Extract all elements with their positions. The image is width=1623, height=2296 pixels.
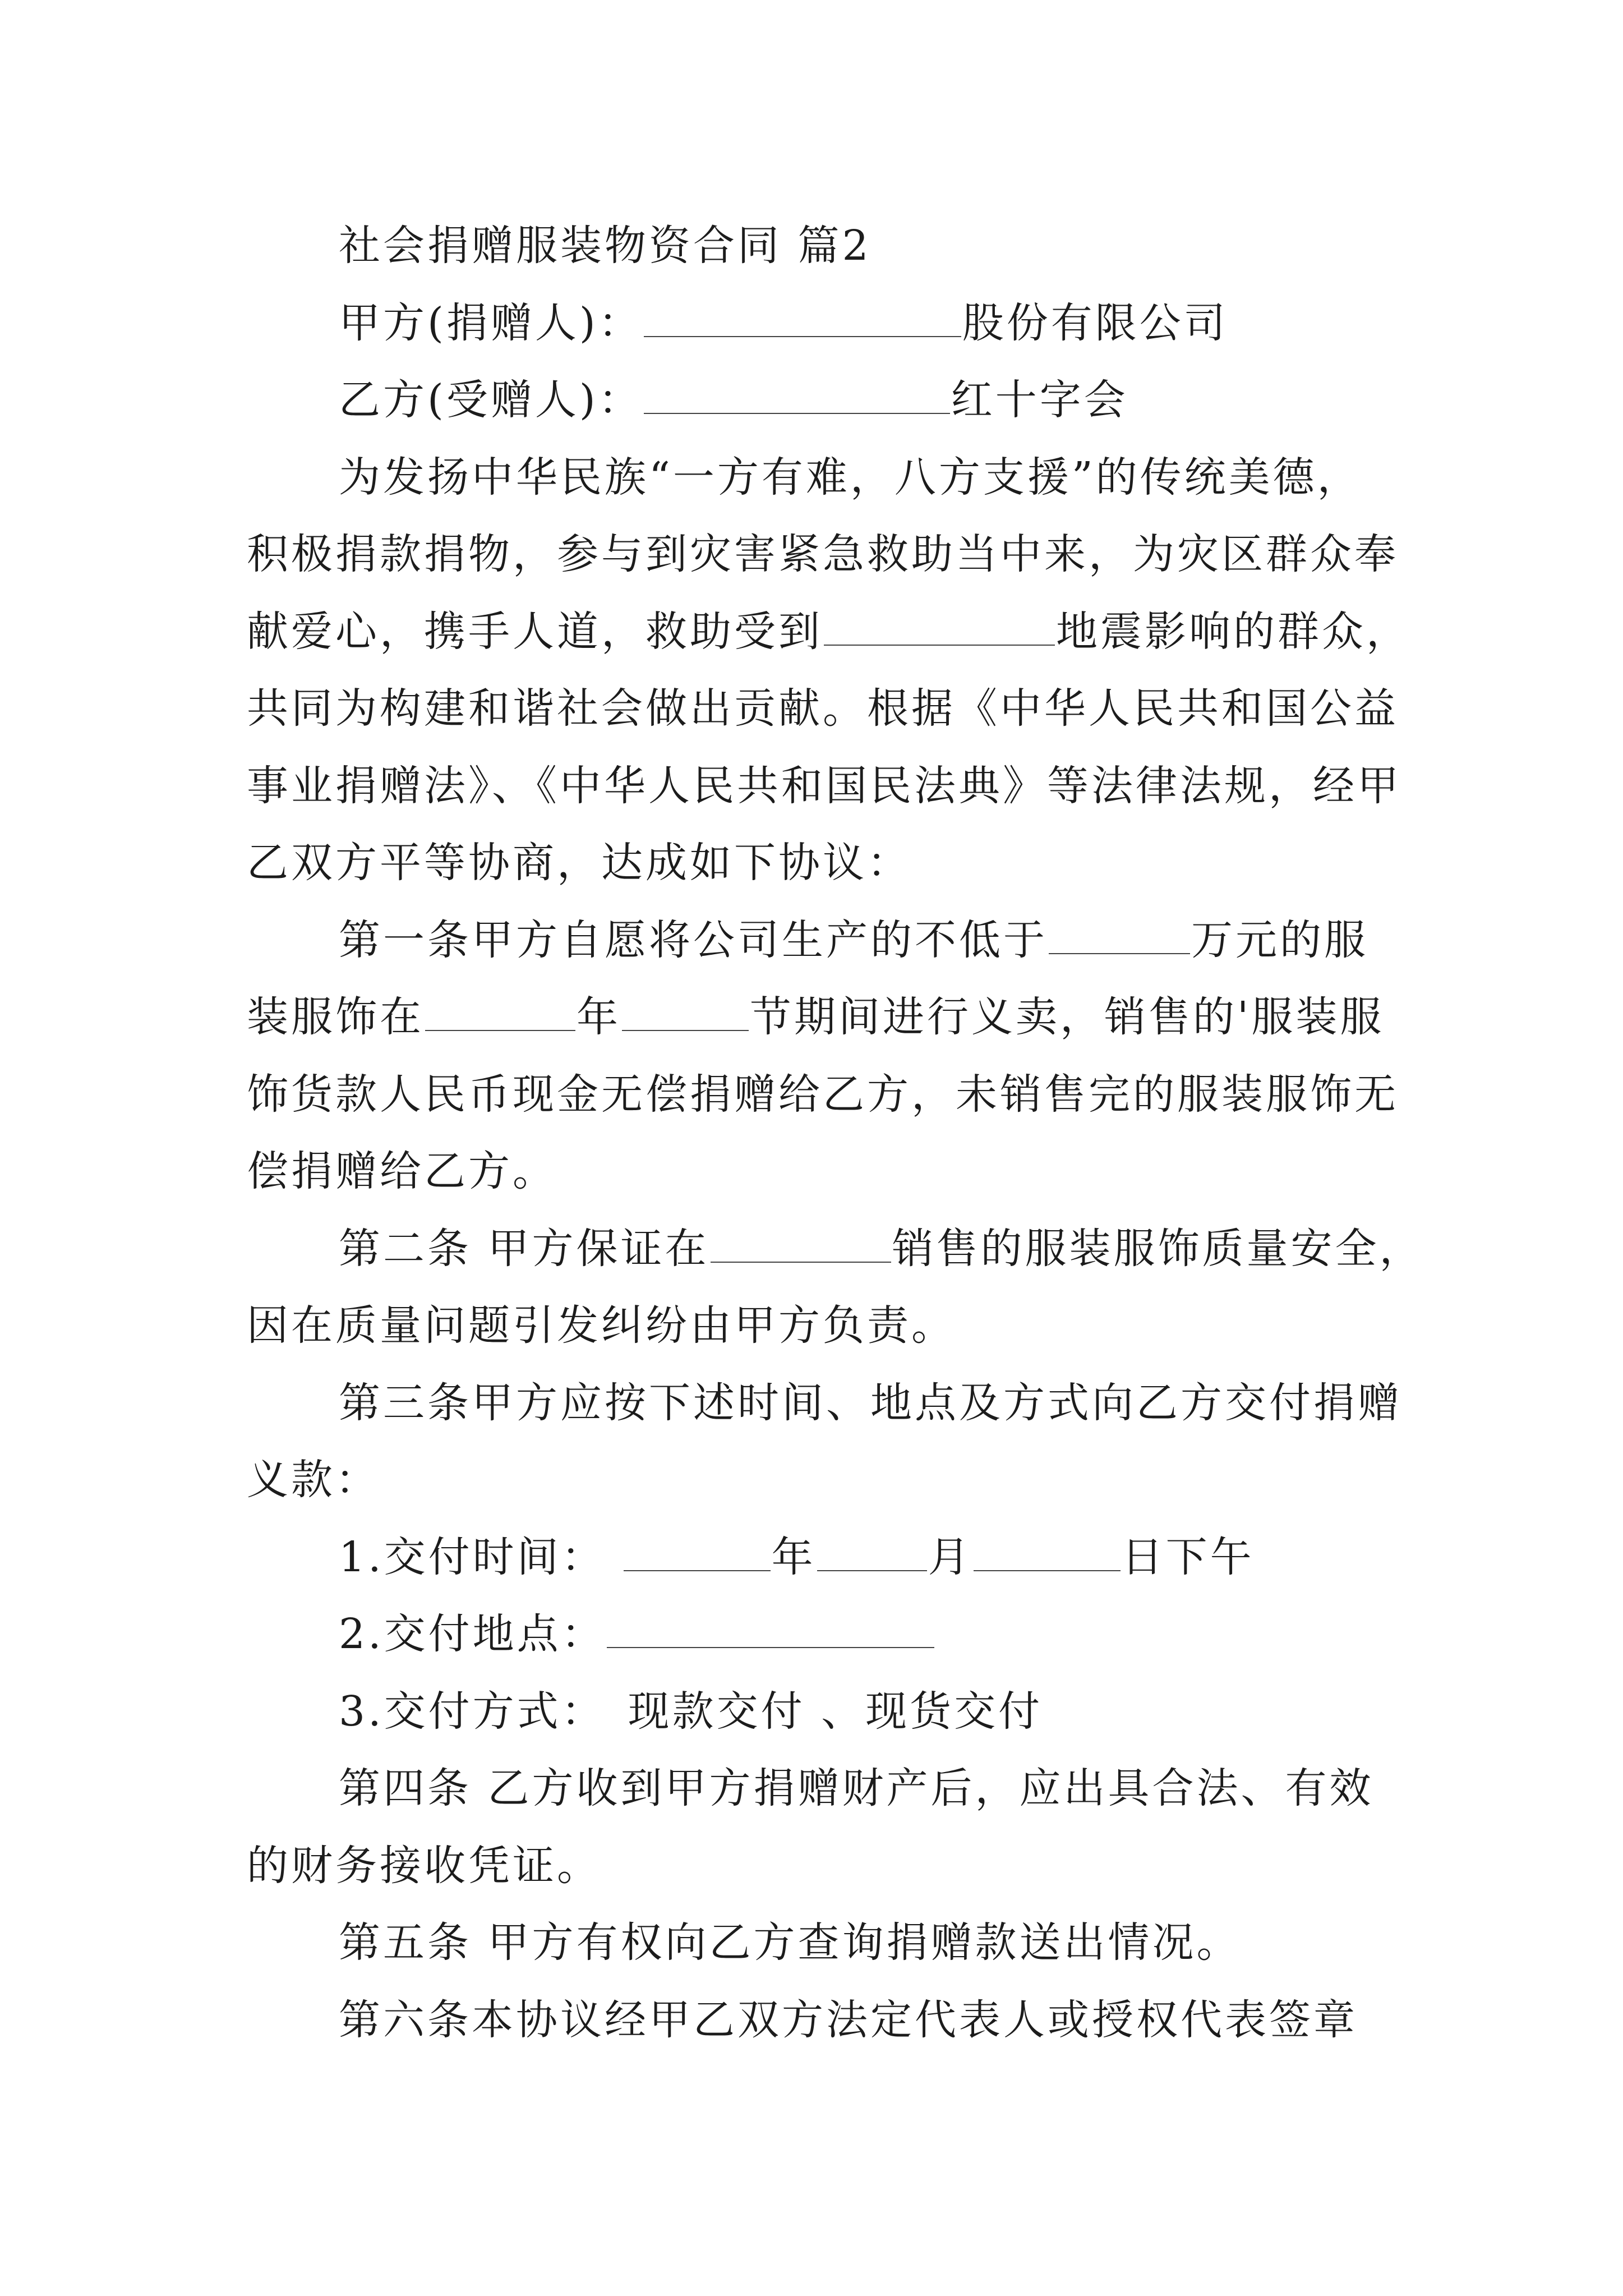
party-a-blank: [644, 302, 961, 337]
article-2-text: 因在质量问题引发纠纷由甲方负责。: [247, 1301, 956, 1350]
article-1-line: [247, 902, 1391, 979]
party-a-label: 甲方(捐赠人)：: [339, 298, 643, 347]
article-1-text: 饰货款人民币现金无偿捐赠给乙方，未销售完的服装服饰无: [247, 1070, 1399, 1119]
delivery-time-label: 1.交付时间：: [339, 1533, 606, 1581]
article-1-text: 装服饰在: [247, 993, 424, 1041]
intro-line: [247, 748, 1401, 825]
intro-text: 献爱心，携手人道，救助受到: [247, 607, 823, 656]
document-body: [247, 208, 1424, 2059]
festival-blank: [622, 996, 749, 1031]
delivery-method-label: 3.交付方式：: [339, 1687, 606, 1736]
article-6-text: 第六条本协议经甲乙双方法定代表人或授权代表签章: [339, 1995, 1358, 2044]
delivery-place-line: [247, 1596, 1391, 1673]
location-blank: [711, 1228, 891, 1263]
intro-line: [247, 593, 1410, 671]
article-1-text: 年: [577, 993, 621, 1041]
article-5-text: 第五条 甲方有权向乙方查询捐赠款送出情况。: [339, 1918, 1241, 1967]
article-5-line: [247, 1904, 1391, 1982]
party-b-line: [247, 362, 1391, 439]
intro-text: 共同为构建和谐社会做出贡献。根据《中华人民共和国公益: [247, 684, 1399, 733]
delivery-place-label: 2.交付地点：: [339, 1610, 606, 1658]
year-blank: [425, 996, 575, 1031]
article-1-text: 万元的服: [1191, 915, 1368, 964]
delivery-month-label: 月: [928, 1533, 972, 1581]
article-1-text: 第一条甲方自愿将公司生产的不低于: [339, 915, 1048, 964]
article-2-line: [247, 1211, 1424, 1288]
region-blank: [824, 611, 1055, 646]
intro-line: [247, 670, 1399, 748]
title-text: 社会捐赠服装物资合同 篇2: [339, 222, 872, 270]
delivery-method-value: 现款交付 、现货交付: [628, 1687, 1043, 1736]
party-b-label: 乙方(受赠人)：: [339, 376, 643, 424]
article-2-text: 第二条 甲方保证在: [339, 1224, 709, 1273]
article-3-text: 义款：: [247, 1456, 380, 1504]
article-3-text: 第三条甲方应按下述时间、地点及方式向乙方交付捐赠: [339, 1378, 1402, 1427]
article-3-line: [247, 1365, 1402, 1442]
intro-line: [247, 825, 1391, 902]
document-title: [247, 208, 1391, 285]
article-1-text: 节期间进行义卖，销售的'服装服: [750, 993, 1385, 1041]
article-3-line: [247, 1442, 1391, 1519]
delivery-place-blank: [607, 1613, 934, 1648]
article-1-line: [247, 1133, 1391, 1211]
delivery-day-label: 日下午: [1121, 1533, 1255, 1581]
article-6-line: [247, 1982, 1391, 2059]
article-4-line: [247, 1750, 1391, 1828]
intro-text: 为发扬中华民族“一方有难，八方支援”的传统美德，: [339, 453, 1362, 501]
delivery-year-blank: [624, 1536, 771, 1571]
intro-line: [247, 439, 1391, 517]
party-a-suffix: 股份有限公司: [962, 298, 1228, 347]
article-1-line: [247, 1056, 1399, 1134]
article-4-text: 第四条 乙方收到甲方捐赠财产后，应出具合法、有效: [339, 1764, 1374, 1812]
article-1-line: [247, 979, 1391, 1056]
amount-blank: [1049, 919, 1190, 954]
party-b-suffix: 红十字会: [951, 376, 1128, 424]
article-1-text: 偿捐赠给乙方。: [247, 1147, 557, 1195]
delivery-year-label: 年: [771, 1533, 816, 1581]
intro-text: 乙双方平等协商，达成如下协议：: [247, 839, 911, 887]
article-4-line: [247, 1828, 1391, 1905]
delivery-method-line: [247, 1673, 1391, 1751]
intro-text: 地震影响的群众，: [1056, 607, 1410, 656]
party-a-line: [247, 285, 1391, 362]
intro-line: [247, 516, 1399, 593]
delivery-time-line: [247, 1519, 1391, 1596]
intro-text: 事业捐赠法》、《中华人民共和国民法典》等法律法规，经甲: [247, 761, 1401, 810]
intro-text: 积极捐款捐物，参与到灾害紧急救助当中来，为灾区群众奉: [247, 530, 1399, 578]
delivery-month-blank: [817, 1536, 927, 1571]
article-2-text: 销售的服装服饰质量安全，: [892, 1224, 1424, 1273]
delivery-day-blank: [974, 1536, 1121, 1571]
party-b-blank: [644, 379, 950, 414]
article-2-line: [247, 1287, 1391, 1365]
article-4-text: 的财务接收凭证。: [247, 1841, 601, 1890]
